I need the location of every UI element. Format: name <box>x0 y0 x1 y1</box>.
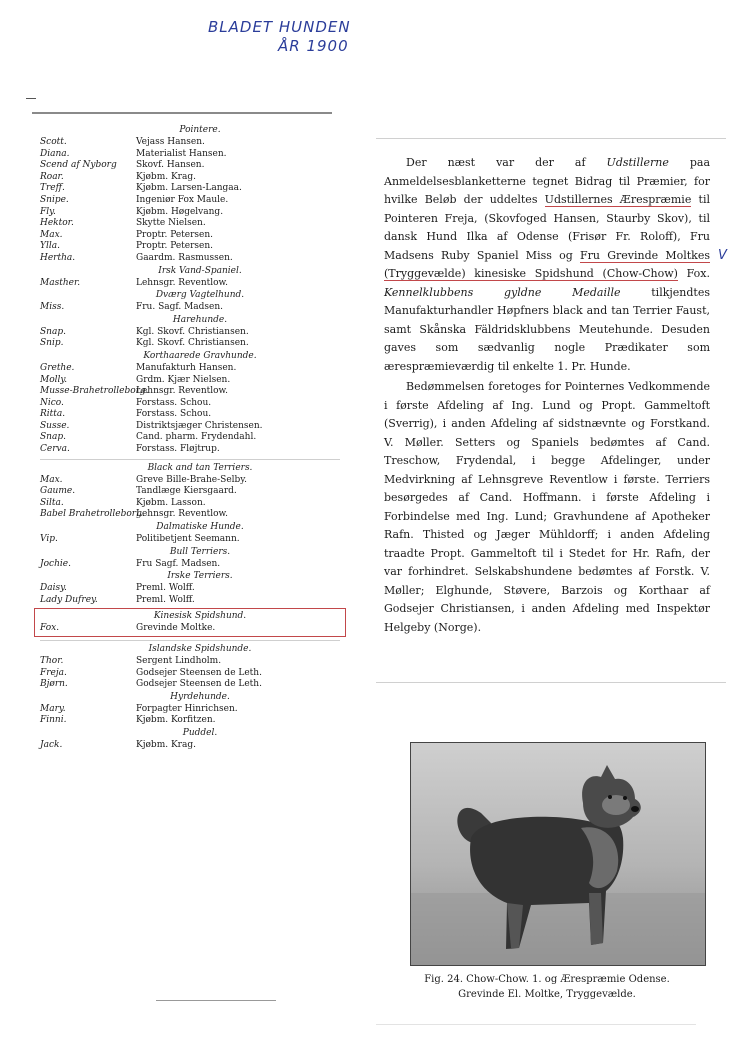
text-segment: tilkjendtes Manufakturhandler Høpfners black and tan Terrier Faust, samt Skånska Fäldridsklubbens Meutehunde. Desuden gaves som sædvanlig nogle Prædikater som ærespræmieværdig til enkelte 1. Pr. Hunde. <box>384 285 711 373</box>
listing-row <box>40 409 340 421</box>
breed-heading: Pointere. <box>179 125 221 135</box>
dog-name: Fox. <box>40 623 60 634</box>
dog-photo-illustration <box>411 743 705 965</box>
dog-name: Thor. <box>40 656 64 666</box>
breed-group <box>40 521 340 546</box>
owner-name: Ingeniør Fox Maule. <box>136 194 229 205</box>
dog-name: Hertha. <box>40 252 76 263</box>
breed-heading: Puddel. <box>182 727 218 738</box>
dog-name: Snipe. <box>40 194 69 205</box>
listing-row <box>40 595 340 607</box>
listing-row <box>40 160 340 172</box>
listing-row <box>40 218 340 230</box>
breed-group <box>40 314 340 350</box>
breed-group <box>40 643 340 691</box>
dog-name: Vip. <box>40 534 58 545</box>
owner-name: Tandlæge Kiersgaard. <box>136 486 237 497</box>
dog-name: Diana. <box>40 148 70 159</box>
listing-row <box>40 421 340 433</box>
listing-row <box>40 398 340 410</box>
owner-name: Cand. pharm. Frydendahl. <box>136 432 257 443</box>
article-paragraph-2: Bedømmelsen foretoges for Pointernes Vedkommende i første Afdeling af Ing. Lund og Propt. Gammeltoft (Sverrig), i anden Afdeling af sidstnævnte og Forstkand. V. Møller. Setters og Spaniels bedømtes af Cand. Treschow, Frydendal, i begge Afdelinger, under Medvirkning af Lehnsgreve Reventlow i første. Terriers besørgedes af Cand. Hoffmann. i første Afdeling i Forbindelse med Ing. Lund; Gravhundene af Apotheker Rafn. Thisted og Jæger Mühldorff; i anden Afdeling traadte Propt. Gammeltoft til i Stedet for Hr. Rafn, der var forhindret. Selskabshundene bedømtes af Forstk. V. Møller; Elghunde, Støvere, Barzois og Korthaar af Godsejer Christiansen, i anden Afdeling med Inspektør Helgeby (Norge). <box>384 380 710 634</box>
handwritten-line-1: BLADET HUNDEN <box>208 18 351 36</box>
dog-name: Cerva. <box>40 444 70 455</box>
listing-row <box>40 583 340 595</box>
owner-name: Kjøbm. Larsen-Langaa. <box>136 183 242 194</box>
breed-heading: Harehunde. <box>172 314 228 325</box>
listing-row <box>40 534 340 546</box>
dog-name: Masther. <box>40 277 81 288</box>
bottom-rule-right <box>376 1024 696 1025</box>
owner-name: Lehnsgr. Reventlow. <box>136 509 229 520</box>
owner-name: Grevinde Moltke. <box>136 623 216 634</box>
dog-name: Bjørn. <box>40 679 68 690</box>
caption-line-2: Grevinde El. Moltke, Tryggevælde. <box>458 989 636 1000</box>
listing-row <box>40 253 340 265</box>
article-top-rule <box>376 138 726 139</box>
dog-name: Jack. <box>40 739 63 750</box>
dog-name: Hektor. <box>40 218 74 229</box>
breed-heading: Bull Terriers. <box>169 546 231 557</box>
listing-row <box>40 375 340 387</box>
breed-group <box>40 691 340 727</box>
text-segment: Der næst var der af <box>406 156 607 169</box>
listing-row <box>40 715 340 727</box>
breed-heading: Islandske Spidshunde. <box>148 644 252 654</box>
owner-name: Distriktsjæger Christensen. <box>136 420 263 431</box>
dog-name: Snip. <box>40 338 64 349</box>
owner-name: Kjøbm. Lasson. <box>136 497 206 508</box>
dog-name: Molly. <box>40 374 68 385</box>
dog-name: Scend af Nyborg <box>40 160 117 171</box>
text-segment: Fox. <box>677 267 710 280</box>
owner-name: Proptr. Petersen. <box>136 229 214 240</box>
breed-group <box>40 124 340 265</box>
dog-name: Daisy. <box>40 583 67 594</box>
listing-row <box>40 444 340 456</box>
caption-line-1: Fig. 24. Chow-Chow. 1. og Ærespræmie Odense. <box>424 974 670 985</box>
listing-row <box>40 172 340 184</box>
listing-row <box>40 230 340 242</box>
dog-name: Jochie. <box>40 558 71 569</box>
article-text <box>384 154 710 639</box>
owner-name: Kjøbm. Korfitzen. <box>136 715 216 726</box>
breed-group <box>40 289 340 314</box>
dog-name: Freja. <box>40 667 67 678</box>
owner-name: Lehnsgr. Reventlow. <box>136 277 229 288</box>
owner-name: Vejass Hansen. <box>136 137 205 147</box>
breed-heading: Dalmatiske Hunde. <box>156 522 244 533</box>
handwritten-line-2: ÅR 1900 <box>278 37 349 55</box>
dog-name: Fly. <box>40 206 56 217</box>
dog-name: Nico. <box>40 397 64 408</box>
dog-name: Ylla. <box>40 241 60 252</box>
dog-name: Silta. <box>40 497 64 508</box>
listing-row <box>40 183 340 195</box>
dog-name: Mary. <box>40 703 66 714</box>
owner-name: Kgl. Skovf. Christiansen. <box>136 338 249 349</box>
owner-name: Gaardm. Rasmussen. <box>136 252 233 263</box>
owner-name: Skytte Nielsen. <box>136 218 206 229</box>
text-segment: til Pointeren Freja, (Skovfoged Hansen, Staurby Skov), til dansk Hund Ilka af Odense (Frisør Fr. Roloff), Fru Madsens Ruby Spaniel Miss og <box>384 193 710 262</box>
owner-name: Skovf. Hansen. <box>136 160 205 171</box>
dog-name: Snap. <box>40 432 66 443</box>
top-rule <box>32 112 332 114</box>
dog-name: Scott. <box>40 137 67 147</box>
listing-row <box>40 475 340 487</box>
listing-row <box>40 363 340 375</box>
breed-heading: Irske Terriers. <box>167 571 233 582</box>
owner-name: Kgl. Skovf. Christiansen. <box>136 326 249 337</box>
breed-heading: Korthaarede Gravhunde. <box>143 350 257 361</box>
highlighted-group <box>34 608 346 637</box>
dog-name: Max. <box>40 229 63 240</box>
owner-name: Manufakturh Hansen. <box>136 362 237 373</box>
breed-group <box>40 570 340 606</box>
bottom-rule <box>156 1000 276 1001</box>
owner-name: Greve Bille-Brahe-Selby. <box>136 474 248 485</box>
dog-name: Roar. <box>40 171 64 182</box>
text-segment: paa Anmeldelsesblanketterne tegnet Bidrag til Præmier, for hvilke Beløb der uddeltes <box>384 156 711 206</box>
listing-row <box>40 679 340 691</box>
dog-name: Finni. <box>40 715 67 726</box>
breed-group <box>40 350 340 456</box>
breed-heading: Dværg Vagtelhund. <box>155 290 245 301</box>
owner-name: Fru. Sagf. Madsen. <box>136 302 224 313</box>
article-bottom-rule <box>376 682 726 683</box>
listing-row <box>40 278 340 290</box>
breed-group <box>40 265 340 290</box>
listing-row <box>40 302 340 314</box>
dog-name: Gaume. <box>40 486 76 497</box>
listing-row <box>40 486 340 498</box>
owner-name: Materialist Hansen. <box>136 148 227 159</box>
owner-name: Forstass. Fløjtrup. <box>136 444 220 455</box>
underlined-text: Fru Grevinde Moltkes (Tryggevælde) kinesiske Spidshund (Chow-Chow) <box>384 248 710 280</box>
owner-name: Preml. Wolff. <box>136 594 195 605</box>
breed-group <box>40 546 340 571</box>
dog-name: Grethe. <box>40 362 75 373</box>
dog-name: Max. <box>40 474 63 485</box>
listing-row <box>40 656 340 668</box>
owner-name: Sergent Lindholm. <box>136 656 222 666</box>
dog-name: Lady Dufrey. <box>40 594 98 605</box>
dog-name: Treff. <box>40 183 65 194</box>
listing-row <box>40 241 340 253</box>
owner-name: Proptr. Petersen. <box>136 241 214 252</box>
owner-name: Fru Sagf. Madsen. <box>136 558 221 569</box>
owner-name: Preml. Wolff. <box>136 583 195 594</box>
dog-name: Snap. <box>40 326 66 337</box>
owner-name: Kjøbm. Krag. <box>136 739 196 750</box>
owner-name: Kjøbm. Høgelvang. <box>136 206 224 217</box>
chow-chow-photo <box>410 742 706 966</box>
listing-row <box>40 327 340 339</box>
handwritten-tick: V <box>718 248 727 263</box>
figure-caption <box>384 972 710 1002</box>
divider <box>40 459 340 460</box>
owner-name: Forpagter Hinrichsen. <box>136 703 238 714</box>
dog-name: Susse. <box>40 420 70 431</box>
italic-text: Kennelklubbens gyldne Medaille <box>384 285 621 299</box>
listing-row <box>40 498 340 510</box>
breed-group <box>40 462 340 521</box>
margin-tick <box>26 98 36 99</box>
listing-row <box>40 704 340 716</box>
breed-group <box>40 727 340 752</box>
italic-text: Udstillerne <box>606 156 669 169</box>
owner-name: Forstass. Schou. <box>136 409 212 420</box>
underlined-text: Udstillernes Ærespræmie <box>544 193 692 206</box>
listing-row <box>40 623 340 635</box>
owner-name: Godsejer Steensen de Leth. <box>136 667 262 678</box>
listing-row <box>40 509 340 521</box>
winners-listing <box>40 124 340 752</box>
listing-row <box>40 559 340 571</box>
listing-row <box>40 668 340 680</box>
owner-name: Grdm. Kjær Nielsen. <box>136 374 231 385</box>
listing-row <box>40 149 340 161</box>
listing-row <box>40 740 340 752</box>
listing-row <box>40 207 340 219</box>
breed-heading: Irsk Vand-Spaniel. <box>158 265 242 276</box>
listing-row <box>40 386 340 398</box>
breed-heading: Black and tan Terriers. <box>147 462 253 473</box>
owner-name: Godsejer Steensen de Leth. <box>136 679 262 690</box>
article-paragraph-1 <box>384 154 710 376</box>
listing-row <box>40 338 340 350</box>
listing-row <box>40 432 340 444</box>
owner-name: Politibetjent Seemann. <box>136 534 240 545</box>
divider <box>40 640 340 641</box>
listing-row <box>40 137 340 149</box>
breed-heading: Kinesisk Spidshund. <box>153 611 247 622</box>
dog-name: Ritta. <box>40 409 66 420</box>
handwritten-note <box>208 18 351 56</box>
owner-name: Kjøbm. Krag. <box>136 171 196 182</box>
dog-name: Babel Brahetrolleborg. <box>40 509 145 520</box>
listing-row <box>40 195 340 207</box>
owner-name: Forstass. Schou. <box>136 397 212 408</box>
dog-name: Musse-Brahetrolleborg. <box>40 386 149 397</box>
owner-name: Lehnsgr. Reventlow. <box>136 386 229 397</box>
breed-heading: Hyrdehunde. <box>170 691 230 702</box>
dog-name: Miss. <box>40 302 65 313</box>
